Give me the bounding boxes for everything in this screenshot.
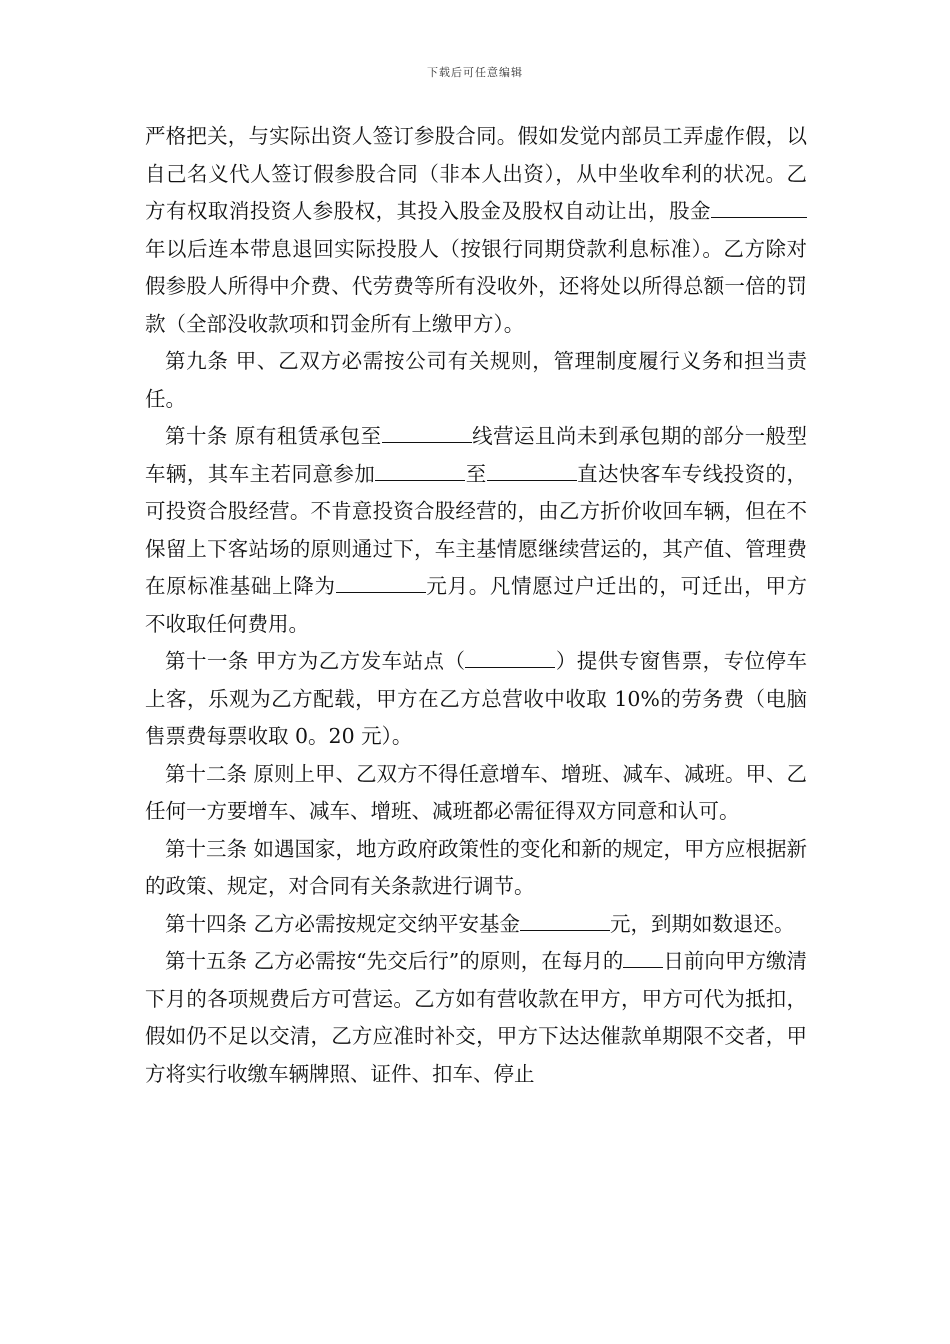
- paragraph-text: ）提供专窗售票，专位停车上客，乐观为乙方配载，甲方在乙方总营收中收取 10%的劳务费（电脑售票费每票收取 0。20 元）。: [145, 649, 808, 748]
- header-note: 下载后可任意编辑: [427, 66, 523, 79]
- article-11: [145, 643, 807, 756]
- article-10: [145, 418, 807, 643]
- paragraph-text: 年以后连本带息退回实际投股人（按银行同期贷款利息标准）。乙方除对假参股人所得中介费、代劳费等所有没收外，还将处以所得总额一倍的罚款（全部没收款项和罚金所有上缴甲方）。: [145, 236, 807, 336]
- blank-field: [520, 908, 610, 931]
- paragraph-text: 线营运且尚未到承包期的部分一般型车辆，其车主若同意参加: [145, 424, 807, 486]
- paragraph-text: 第十三条 如遇国家，地方政府政策性的变化和新的规定，甲方应根据新的政策、规定，对合同有关条款进行调节。: [145, 836, 808, 898]
- paragraph-text: 第十四条 乙方必需按规定交纳平安基金: [165, 911, 521, 936]
- blank-field: [465, 645, 555, 668]
- paragraph-text: 元，到期如数退还。: [610, 911, 795, 936]
- blank-field: [623, 945, 663, 968]
- paragraph-text: 直达快客车专线投资的，可投资合股经营。不肯意投资合股经营的，由乙方折价收回车辆，但在不保留上下客站场的原则通过下，车主基情愿继续营运的，其产值、管理费在原标准基础上降为: [145, 461, 807, 598]
- article-14: [145, 906, 807, 944]
- blank-field: [711, 195, 807, 218]
- article-13: [145, 831, 807, 906]
- blank-field: [382, 420, 472, 443]
- contract-body: [145, 118, 807, 1093]
- paragraph-text: 第十一条 甲方为乙方发车站点（: [165, 649, 466, 673]
- blank-field: [487, 458, 577, 481]
- paragraph-text: 元月。凡情愿过户迁出的，可迁出，甲方不收取任何费用。: [145, 574, 808, 636]
- paragraph-text: 第九条 甲、乙双方必需按公司有关规则，管理制度履行义务和担当责任。: [145, 349, 807, 411]
- paragraph-continuation: [145, 118, 807, 343]
- blank-field: [375, 458, 465, 481]
- paragraph-text: 日前向甲方缴清下月的各项规费后方可营运。乙方如有营收款在甲方，甲方可代为抵扣，假如仍不足以交清，乙方应准时补交，甲方下达达催款单期限不交者，甲方将实行收缴车辆牌照、证件、扣车、停止: [145, 949, 807, 1086]
- paragraph-text: 第十二条 原则上甲、乙双方不得任意增车、增班、减车、减班。甲、乙任何一方要增车、减车、增班、减班都必需征得双方同意和认可。: [145, 761, 808, 823]
- article-15: [145, 943, 807, 1093]
- paragraph-text: 严格把关，与实际出资人签订参股合同。假如发觉内部员工弄虚作假，以自己名义代人签订假参股合同（非本人出资），从中坐收牟利的状况。乙方有权取消投资人参股权，其投入股金及股权自动让出，股金: [145, 124, 807, 223]
- blank-field: [336, 570, 426, 593]
- paragraph-text: 第十条 原有租赁承包至: [165, 424, 382, 448]
- paragraph-text: 至: [465, 461, 487, 486]
- article-9: [145, 343, 807, 418]
- article-12: [145, 756, 807, 831]
- paragraph-text: 第十五条 乙方必需按“先交后行”的原则，在每月的: [165, 949, 624, 973]
